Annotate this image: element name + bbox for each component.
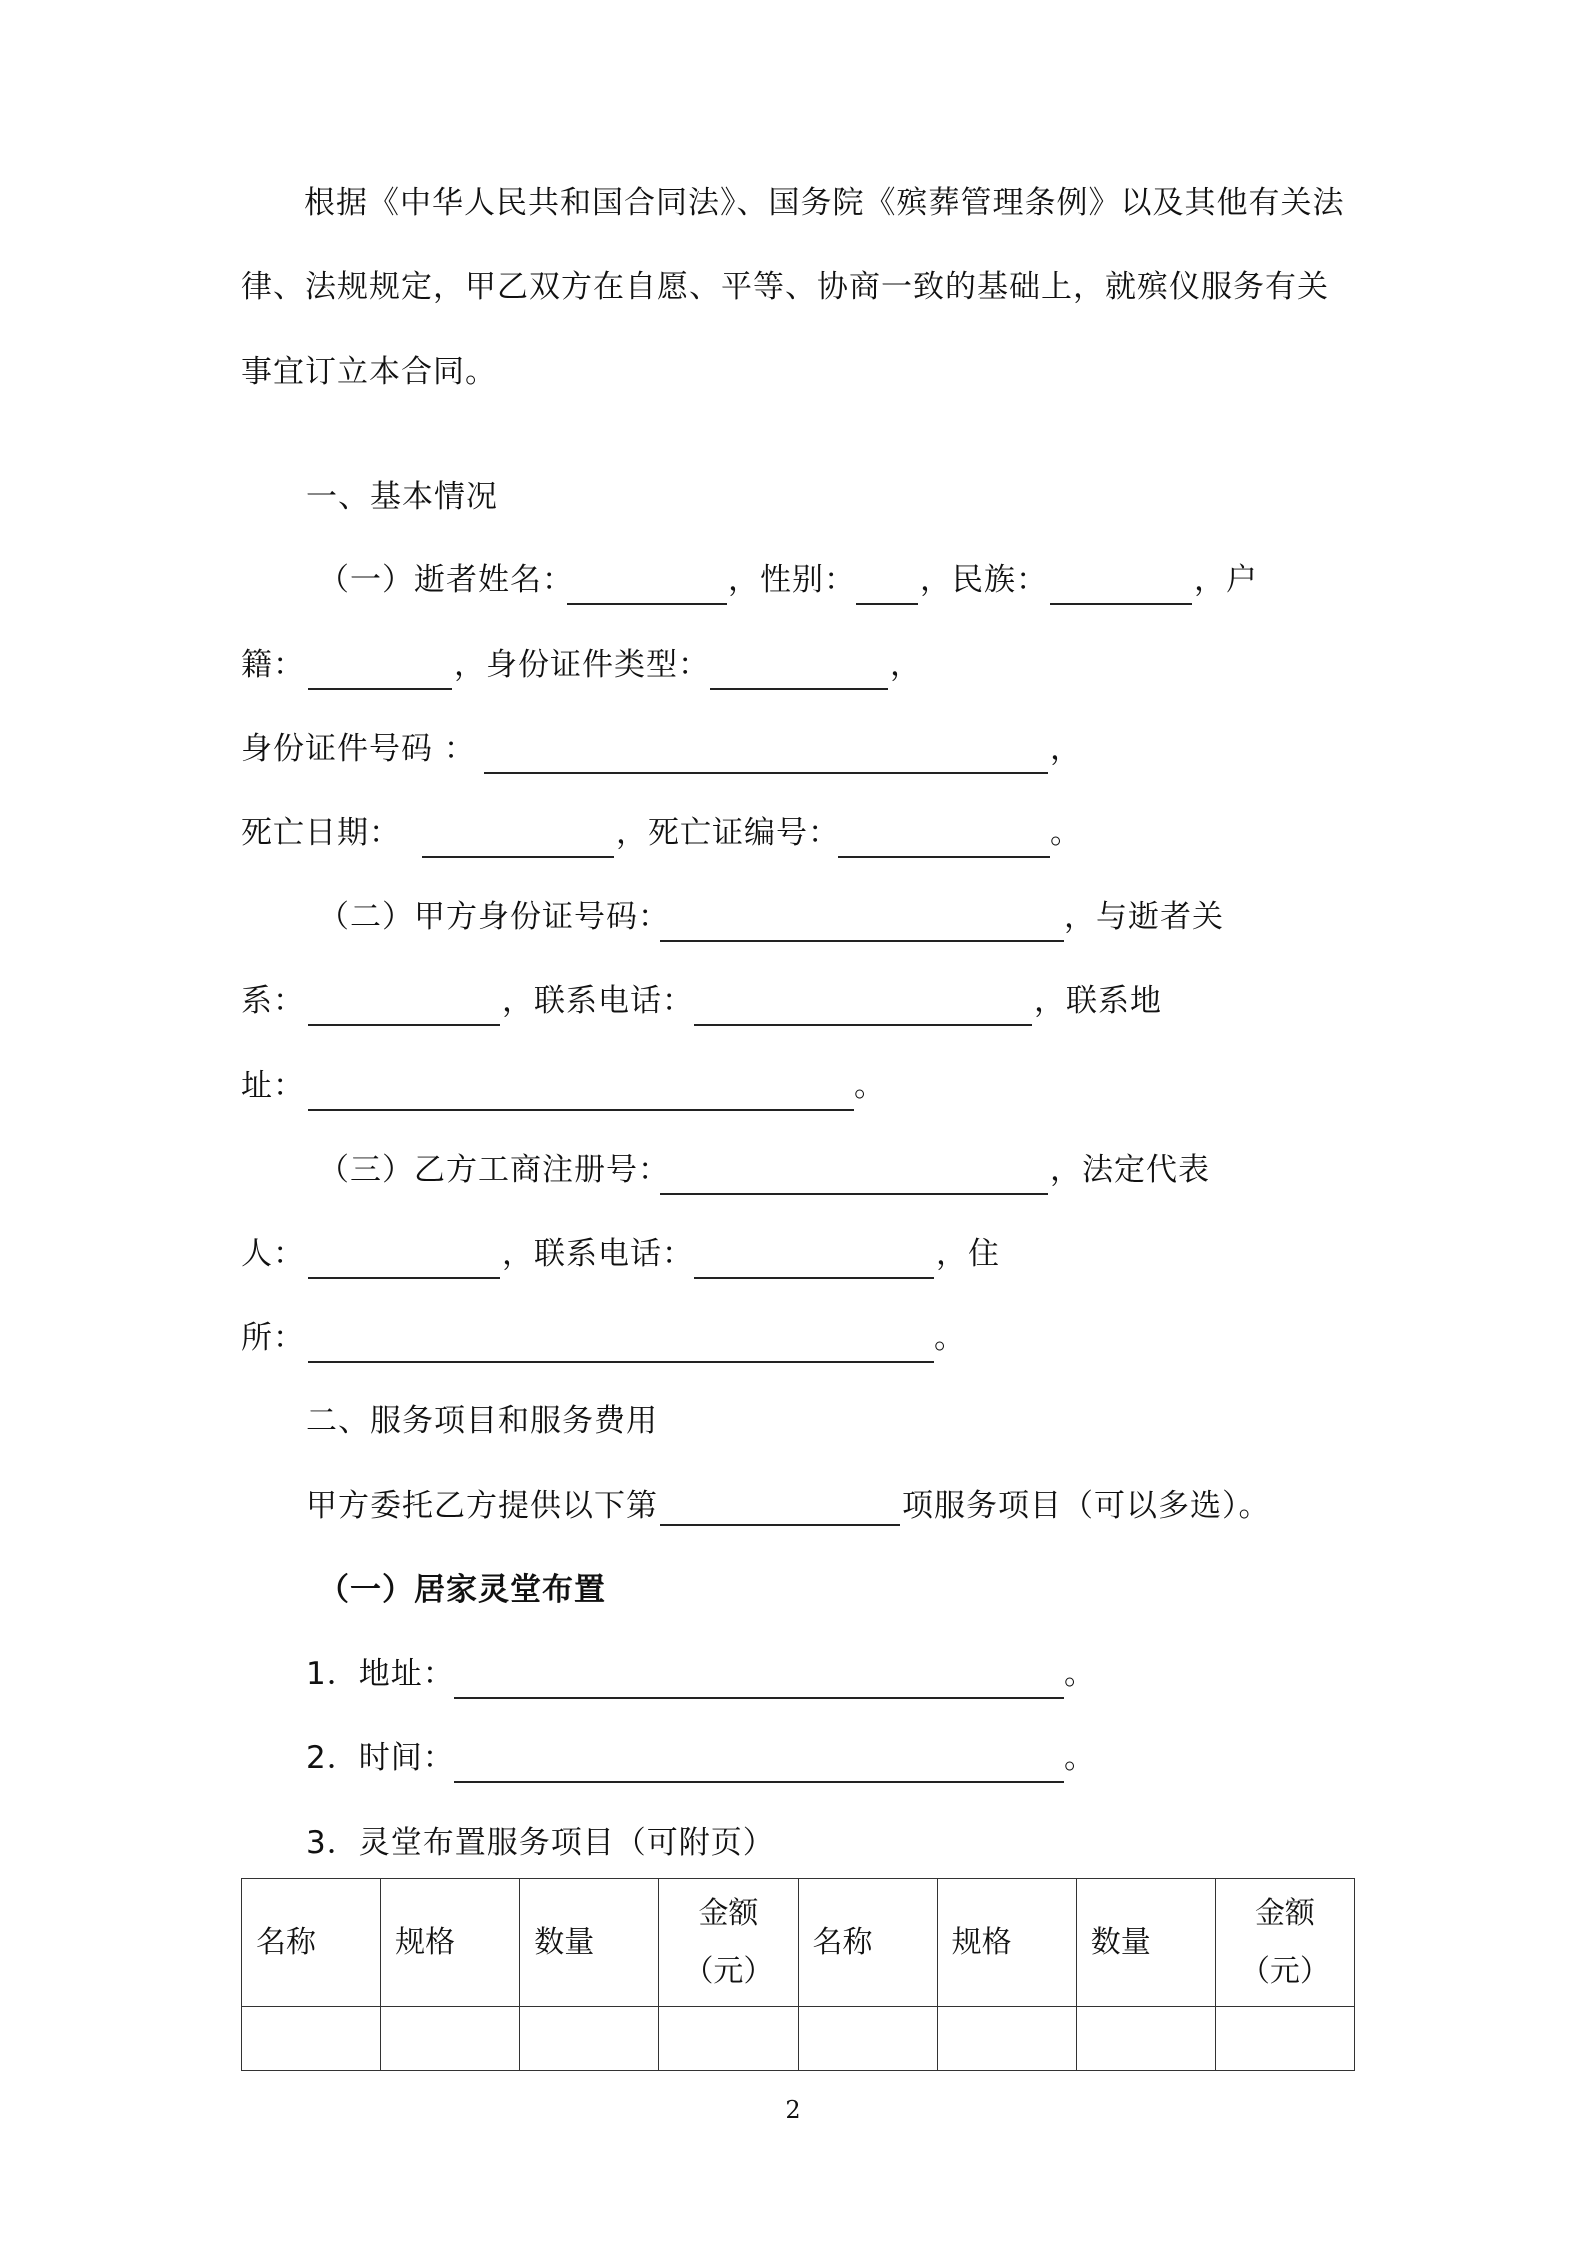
party-a-address-blank[interactable]: [308, 1109, 854, 1111]
relation-blank[interactable]: [308, 1024, 500, 1026]
section-2-title: 二、服务项目和服务费用: [306, 1403, 658, 1439]
ethnicity-blank[interactable]: [1050, 603, 1192, 605]
gender-blank[interactable]: [856, 603, 918, 605]
header-amount: 金额 （元）: [659, 1879, 798, 2007]
id-number-label: 身份证件号码 ：: [241, 731, 476, 767]
relation-label-start: ，与逝者关: [1064, 899, 1224, 935]
page-number: 2: [785, 2096, 801, 2124]
intro-line-2: 律、法规规定，甲乙双方在自愿、平等、协商一致的基础上，就殡仪服务有关: [241, 269, 1329, 305]
table-cell[interactable]: [1076, 2007, 1215, 2071]
entrust-items-blank[interactable]: [660, 1524, 900, 1526]
table-cell[interactable]: [1215, 2007, 1354, 2071]
hall-time-label: 2．时间：: [306, 1740, 455, 1776]
home-hall-subtitle: （一）居家灵堂布置: [318, 1572, 606, 1608]
death-date-blank[interactable]: [422, 856, 614, 858]
period: 。: [1064, 1656, 1096, 1692]
header-amount: 金额 （元）: [1215, 1879, 1354, 2007]
household-blank[interactable]: [308, 688, 452, 690]
period: 。: [1064, 1740, 1096, 1776]
header-name: 名称: [242, 1879, 381, 2007]
hall-items-label: 3．灵堂布置服务项目（可附页）: [306, 1825, 775, 1861]
deceased-name-label: （一）逝者姓名：: [318, 562, 574, 598]
entrust-label-end: 项服务项目（可以多选）。: [902, 1488, 1271, 1524]
header-quantity: 数量: [1076, 1879, 1215, 2007]
party-b-reg-label: （三）乙方工商注册号：: [318, 1152, 670, 1188]
party-b-phone-blank[interactable]: [694, 1277, 934, 1279]
household-label-start: ，户: [1194, 562, 1258, 598]
header-name: 名称: [798, 1879, 937, 2007]
header-spec: 规格: [381, 1879, 520, 2007]
residence-label-end: 所：: [241, 1320, 305, 1356]
period: 。: [934, 1320, 966, 1356]
death-date-label: 死亡日期：: [241, 815, 401, 851]
id-number-blank[interactable]: [484, 772, 1048, 774]
hall-time-blank[interactable]: [454, 1781, 1064, 1783]
period: 。: [854, 1068, 886, 1104]
party-a-phone-label: ，联系电话：: [502, 983, 694, 1019]
intro-line-3: 事宜订立本合同。: [241, 354, 497, 390]
header-spec: 规格: [937, 1879, 1076, 2007]
relation-label-end: 系：: [241, 983, 305, 1019]
table-cell[interactable]: [659, 2007, 798, 2071]
table-cell[interactable]: [381, 2007, 520, 2071]
period: 。: [1050, 815, 1082, 851]
gender-label: ，性别：: [728, 562, 856, 598]
deceased-name-blank[interactable]: [567, 603, 727, 605]
comma: ，: [890, 647, 922, 683]
legal-rep-blank[interactable]: [308, 1277, 500, 1279]
death-cert-label: ，死亡证编号：: [616, 815, 840, 851]
party-a-id-blank[interactable]: [660, 940, 1064, 942]
household-label-end: 籍：: [241, 647, 305, 683]
residence-label-start: ，住: [936, 1236, 1000, 1272]
legal-rep-label-start: ，法定代表: [1050, 1152, 1210, 1188]
id-type-blank[interactable]: [710, 688, 888, 690]
death-cert-blank[interactable]: [838, 856, 1050, 858]
table-cell[interactable]: [520, 2007, 659, 2071]
party-a-id-label: （二）甲方身份证号码：: [318, 899, 670, 935]
table-cell[interactable]: [937, 2007, 1076, 2071]
table-cell[interactable]: [242, 2007, 381, 2071]
table-header-row: [242, 1879, 1355, 2007]
address-label-end: 址：: [241, 1068, 305, 1104]
hall-address-blank[interactable]: [454, 1697, 1064, 1699]
party-a-phone-blank[interactable]: [694, 1024, 1032, 1026]
ethnicity-label: ，民族：: [920, 562, 1048, 598]
legal-rep-label-end: 人：: [241, 1236, 305, 1272]
party-b-phone-label: ，联系电话：: [502, 1236, 694, 1272]
header-quantity: 数量: [520, 1879, 659, 2007]
party-b-reg-blank[interactable]: [660, 1193, 1048, 1195]
address-label-start: ，联系地: [1034, 983, 1162, 1019]
id-type-label: ，身份证件类型：: [454, 647, 710, 683]
party-b-residence-blank[interactable]: [308, 1361, 934, 1363]
intro-line-1: 根据《中华人民共和国合同法》、国务院《殡葬管理条例》以及其他有关法: [304, 185, 1345, 221]
entrust-label-start: 甲方委托乙方提供以下第: [306, 1488, 658, 1524]
table-row: [242, 2007, 1355, 2071]
table-cell[interactable]: [798, 2007, 937, 2071]
hall-service-table: [241, 1878, 1355, 2071]
comma: ，: [1050, 731, 1082, 767]
hall-address-label: 1．地址：: [306, 1656, 455, 1692]
section-1-title: 一、基本情况: [306, 479, 498, 515]
